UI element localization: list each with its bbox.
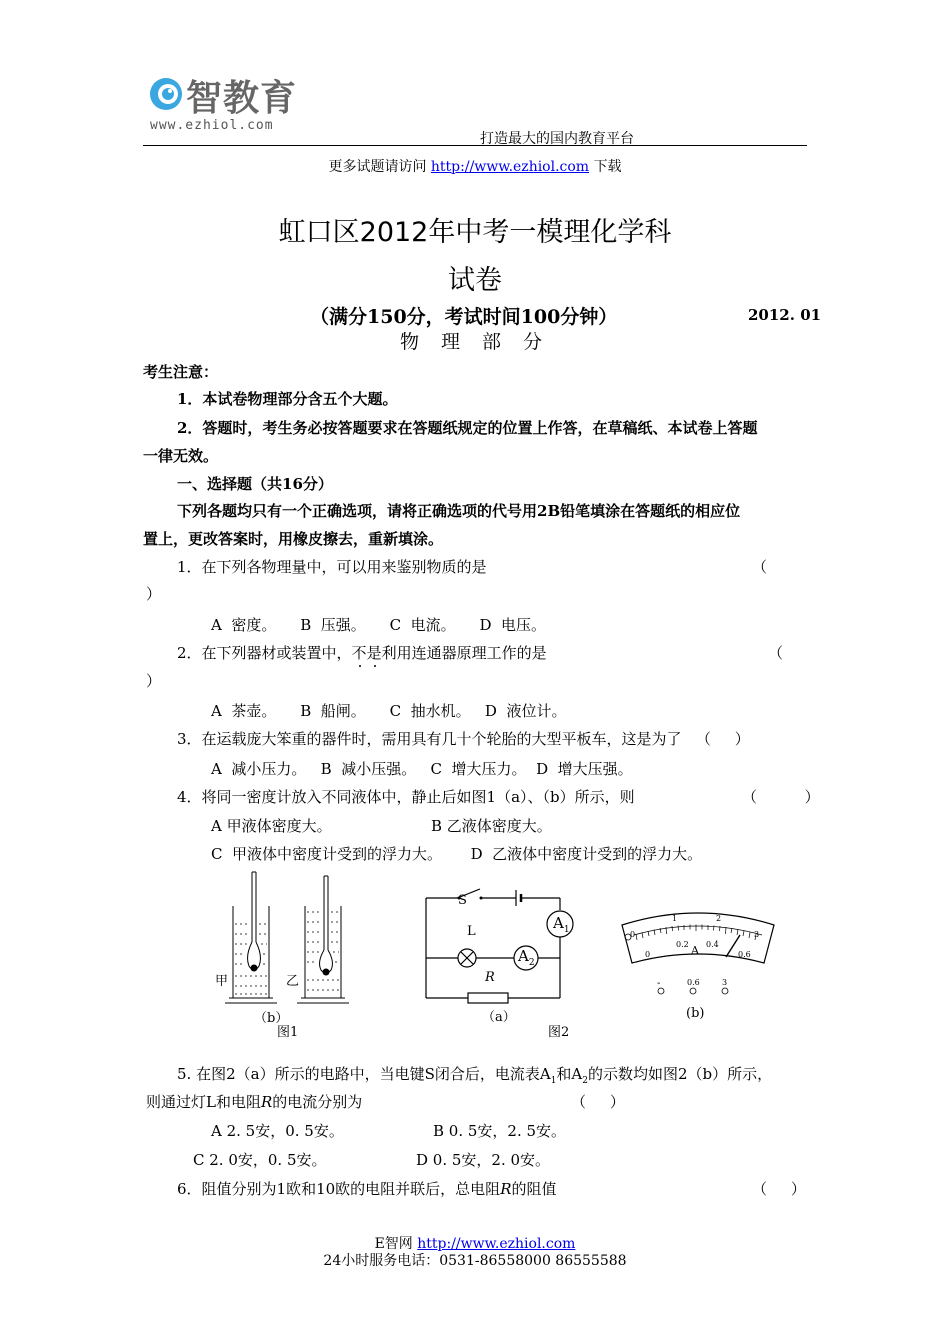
ammeter-a2-label: $A_2$ — [518, 947, 535, 968]
figure-2a-circuit — [420, 880, 580, 1005]
question-1: 1．在下列各物理量中，可以用来鉴别物质的是 — [177, 558, 487, 576]
resistor-label: R — [485, 970, 495, 985]
q4-option-a: A 甲液体密度大。 — [211, 817, 332, 835]
visit-prefix: 更多试题请访问 — [328, 159, 427, 175]
page-title: 虹口区2012年中考一模理化学科 — [278, 217, 672, 248]
q2-options: A 茶壶。 B 船闸。 C 抽水机。 D 液位计。 — [211, 702, 567, 720]
label-jia: 甲 — [215, 974, 229, 989]
visit-suffix: 下载 — [593, 159, 622, 175]
part1-instructions: 下列各题均只有一个正确选项，请将正确选项的代号用2B铅笔填涂在答题纸的相应位 — [177, 502, 741, 520]
q5-paren: （ ） — [571, 1093, 625, 1111]
question-3: 3．在运载庞大笨重的器件时，需用具有几十个轮胎的大型平板车，这是为了 （ ） — [177, 730, 750, 748]
q4-paren: （ ） — [742, 788, 820, 806]
question-4: 4．将同一密度计放入不同液体中，静止后如图1（a）、（b）所示，则 — [177, 788, 635, 806]
part1-heading: 一、选择题（共16分） — [177, 475, 333, 493]
ezhiol-logo-icon — [148, 76, 184, 112]
dial-top-1: 1 — [672, 914, 678, 923]
footer-link[interactable]: http://www.ezhiol.com — [417, 1236, 576, 1252]
ammeter-a1-label: $A_1$ — [553, 914, 570, 935]
dial-bottom-02: 0.2 — [676, 940, 689, 949]
question-2 — [177, 642, 547, 663]
dial-unit: A — [691, 944, 699, 957]
exam-date: 2012. 01 — [748, 306, 822, 324]
fig2-a-label: （a） — [482, 1010, 516, 1025]
lamp-label: L — [467, 924, 476, 939]
footer-phone: 24小时服务电话：0531-86558000 86555588 — [323, 1253, 627, 1269]
note-item-1: 1．本试卷物理部分含五个大题。 — [177, 390, 398, 408]
dial-bottom-0: 0 — [645, 950, 651, 959]
q3-options: A 减小压力。 B 减小压强。 C 增大压力。 D 增大压强。 — [211, 760, 633, 778]
q5-option-a: A 2. 5安，0. 5安。 — [211, 1122, 344, 1140]
q4-option-b: B 乙液体密度大。 — [431, 817, 552, 835]
question-6: 6．阻值分别为1欧和10欧的电阻并联后，总电阻R的阻值 — [177, 1180, 557, 1198]
question-5-cont: 则通过灯L和电阻R的电流分别为 — [146, 1093, 363, 1111]
header-divider — [143, 145, 807, 146]
question-5: 5. 在图2（a）所示的电路中，当电键S闭合后，电流表$A_1$和$A_2$的示数均如图2（b）所示， — [177, 1065, 773, 1086]
q4-options-cd: C 甲液体中密度计受到的浮力大。 D 乙液体中密度计受到的浮力大。 — [211, 845, 703, 863]
page-title-line2: 试卷 — [448, 265, 502, 296]
q2-emph-1: 不 — [351, 644, 367, 662]
q5-option-d: D 0. 5安，2. 0安。 — [416, 1151, 551, 1169]
q2-paren-close: ） — [146, 672, 162, 690]
switch-label: S — [458, 893, 467, 908]
terminal-minus: - — [657, 978, 661, 989]
fig1-caption: 图1 — [277, 1025, 299, 1040]
q2-paren-open: （ — [768, 644, 784, 662]
logo-text: 智教育 — [186, 78, 298, 119]
q5-option-b: B 0. 5安，2. 5安。 — [433, 1122, 567, 1140]
note-item-2: 2．答题时，考生务必按答题要求在答题纸规定的位置上作答，在草稿纸、本试卷上答题 — [177, 419, 758, 437]
q1-options: A 密度。 B 压强。 C 电流。 D 电压。 — [211, 616, 547, 634]
notes-heading: 考生注意： — [143, 363, 219, 381]
fig1-b-label: （b） — [254, 1011, 289, 1026]
terminal-06: 0.6 — [687, 978, 700, 987]
section-title: 物 理 部 分 — [399, 331, 551, 353]
fig2-caption: 图2 — [548, 1025, 570, 1040]
exam-info: （满分150分，考试时间100分钟） — [310, 306, 618, 328]
q2-emph-2: 是 — [366, 644, 382, 662]
slogan: 打造最大的国内教育平台 — [480, 131, 634, 147]
dial-top-2: 2 — [716, 914, 722, 923]
note-item-2-cont: 一律无效。 — [143, 447, 219, 465]
visit-link[interactable]: http://www.ezhiol.com — [430, 159, 590, 175]
dial-bottom-06: 0.6 — [738, 950, 751, 959]
part1-instructions-cont: 置上，更改答案时，用橡皮擦去，重新填涂。 — [143, 530, 444, 548]
q2-pre: 2．在下列器材或装置中， — [177, 644, 352, 662]
visit-line — [0, 156, 950, 176]
label-yi: 乙 — [286, 974, 300, 989]
terminal-knobs — [655, 986, 735, 996]
logo-url: www.ezhiol.com — [150, 118, 274, 133]
footer-brand: E智网 — [374, 1236, 413, 1252]
dial-top-3: 3 — [754, 930, 760, 939]
dial-top-0: 0 — [630, 930, 636, 939]
q1-paren-close: ） — [146, 585, 162, 603]
terminal-3: 3 — [722, 978, 728, 987]
dial-bottom-04: 0.4 — [706, 940, 719, 949]
fig2-b-label: (b) — [686, 1006, 705, 1021]
q5-option-c: C 2. 0安，0. 5安。 — [193, 1151, 327, 1169]
q2-post: 利用连通器原理工作的是 — [381, 644, 547, 662]
q1-paren-open: （ — [752, 558, 768, 576]
q6-paren: （ ） — [752, 1180, 806, 1198]
